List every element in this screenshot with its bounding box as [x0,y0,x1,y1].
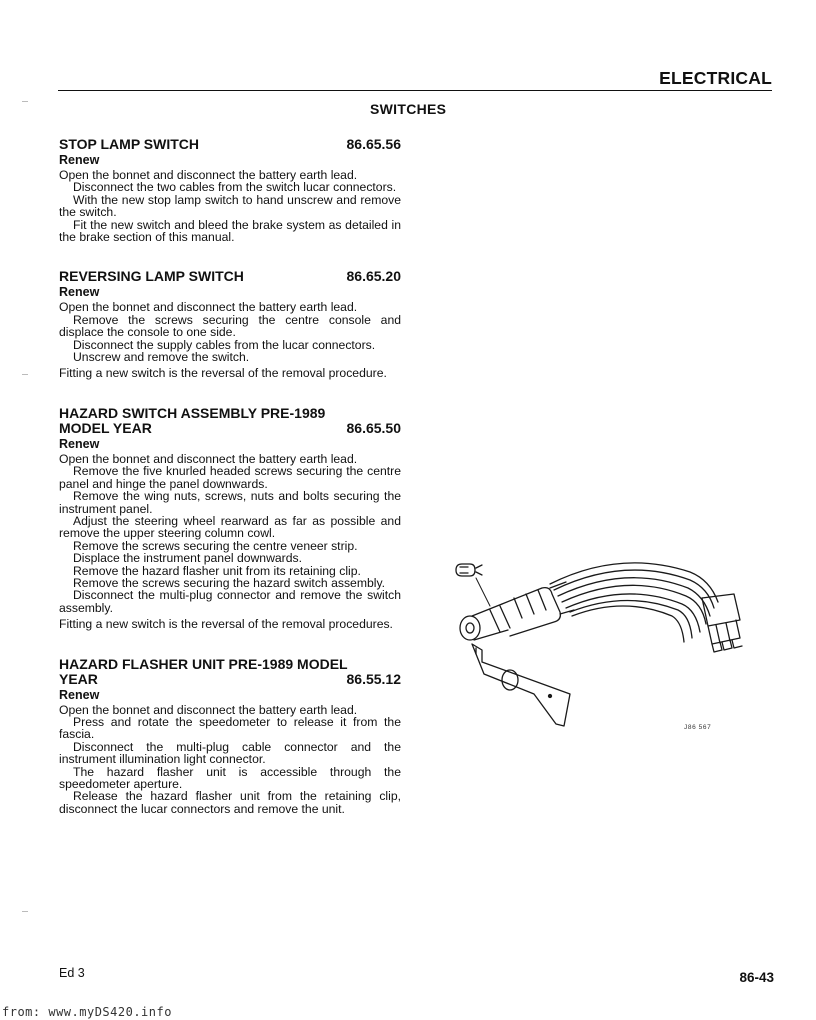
instruction-paragraph: Press and rotate the speedometer to release it from the fascia. [59,714,401,742]
switch-body-icon [460,582,574,640]
operation-action: Renew [59,436,100,451]
instruction-paragraph: Remove the hazard flasher unit from its retaining clip. [73,563,361,578]
instruction-paragraph: Remove the screws securing the hazard switch assembly. [73,575,386,590]
multi-plug-connector-icon [702,594,742,652]
operation-code: 86.65.50 [346,419,401,436]
instruction-paragraph: Disconnect the multi-plug cable connector and the instrument illumination light connector. [59,739,401,767]
instruction-paragraph: Open the bonnet and disconnect the battery earth lead. [59,702,358,717]
operation-title-continued: YEAR [59,670,98,687]
instruction-paragraph: Unscrew and remove the switch. [73,350,250,365]
text-column [59,137,401,815]
instruction-paragraph: With the new stop lamp switch to hand unscrew and remove the switch. [59,192,401,220]
instruction-paragraph: Remove the wing nuts, screws, nuts and bolts securing the instrument panel. [59,489,401,516]
instruction-paragraph: Disconnect the supply cables from the lucar connectors. [73,337,376,352]
operation-title: HAZARD SWITCH ASSEMBLY PRE-1989 [59,404,326,421]
operation-reversing-lamp-switch [59,269,401,379]
page-number: 86-43 [739,970,774,985]
operation-hazard-flasher-unit [59,657,401,816]
wiring-harness-icon [550,563,718,642]
figure-reference: J86 567 [684,724,712,731]
operation-code: 86.65.20 [346,268,401,285]
operation-heading [59,269,401,284]
bulb-icon [456,564,490,606]
instruction-paragraph: Remove the screws securing the centre veneer strip. [73,538,358,553]
operation-action: Renew [59,153,100,167]
operation-stop-lamp-switch [59,137,401,243]
hazard-switch-assembly-illustration [450,536,750,736]
operation-code: 86.65.56 [346,136,401,152]
operation-action: Renew [59,687,100,702]
operation-hazard-switch-assembly [59,406,401,631]
instruction-paragraph: Release the hazard flasher unit from the retaining clip, disconnect the lucar connectors and remove the unit. [59,789,401,816]
instruction-paragraph: Displace the instrument panel downwards. [73,551,302,566]
instruction-paragraph: Fit the new switch and bleed the brake system as detailed in the brake section of this manual. [59,217,401,245]
operation-heading [59,406,401,436]
margin-mark [22,101,28,102]
closing-paragraph: Fitting a new switch is the reversal of the removal procedure. [59,366,387,381]
watermark: from: www.myDS420.info [2,1005,172,1019]
instruction-paragraph: The hazard flasher unit is accessible through the speedometer aperture. [59,764,401,791]
operation-title-continued: MODEL YEAR [59,419,152,436]
mounting-bracket-icon [472,644,570,726]
operation-heading [59,657,401,687]
instruction-paragraph: Open the bonnet and disconnect the battery earth lead. [59,300,358,315]
section-title: ELECTRICAL [659,68,772,88]
edition-label: Ed 3 [59,966,85,980]
closing-paragraph: Fitting a new switch is the reversal of the removal procedures. [59,617,393,632]
operation-title: STOP LAMP SWITCH [59,136,200,152]
instruction-paragraph: Remove the five knurled headed screws securing the centre panel and hinge the panel downwards. [59,464,401,491]
instruction-paragraph: Open the bonnet and disconnect the battery earth lead. [59,451,358,466]
operation-action: Renew [59,285,100,300]
operation-heading [59,137,401,152]
margin-mark [22,374,28,375]
instruction-paragraph: Disconnect the two cables from the switch lucar connectors. [73,180,397,195]
operation-title: HAZARD FLASHER UNIT PRE-1989 MODEL [59,655,348,672]
instruction-paragraph: Disconnect the multi-plug connector and remove the switch assembly. [59,588,401,615]
page-heading: SWITCHES [370,101,447,117]
margin-mark [22,911,28,912]
operation-code: 86.55.12 [346,670,401,687]
instruction-paragraph: Open the bonnet and disconnect the battery earth lead. [59,168,358,182]
operation-title: REVERSING LAMP SWITCH [59,268,244,285]
header-rule [58,90,772,91]
instruction-paragraph: Remove the screws securing the centre console and displace the console to one side. [59,312,401,340]
instruction-paragraph: Adjust the steering wheel rearward as far as possible and remove the upper steering column cowl. [59,513,401,541]
